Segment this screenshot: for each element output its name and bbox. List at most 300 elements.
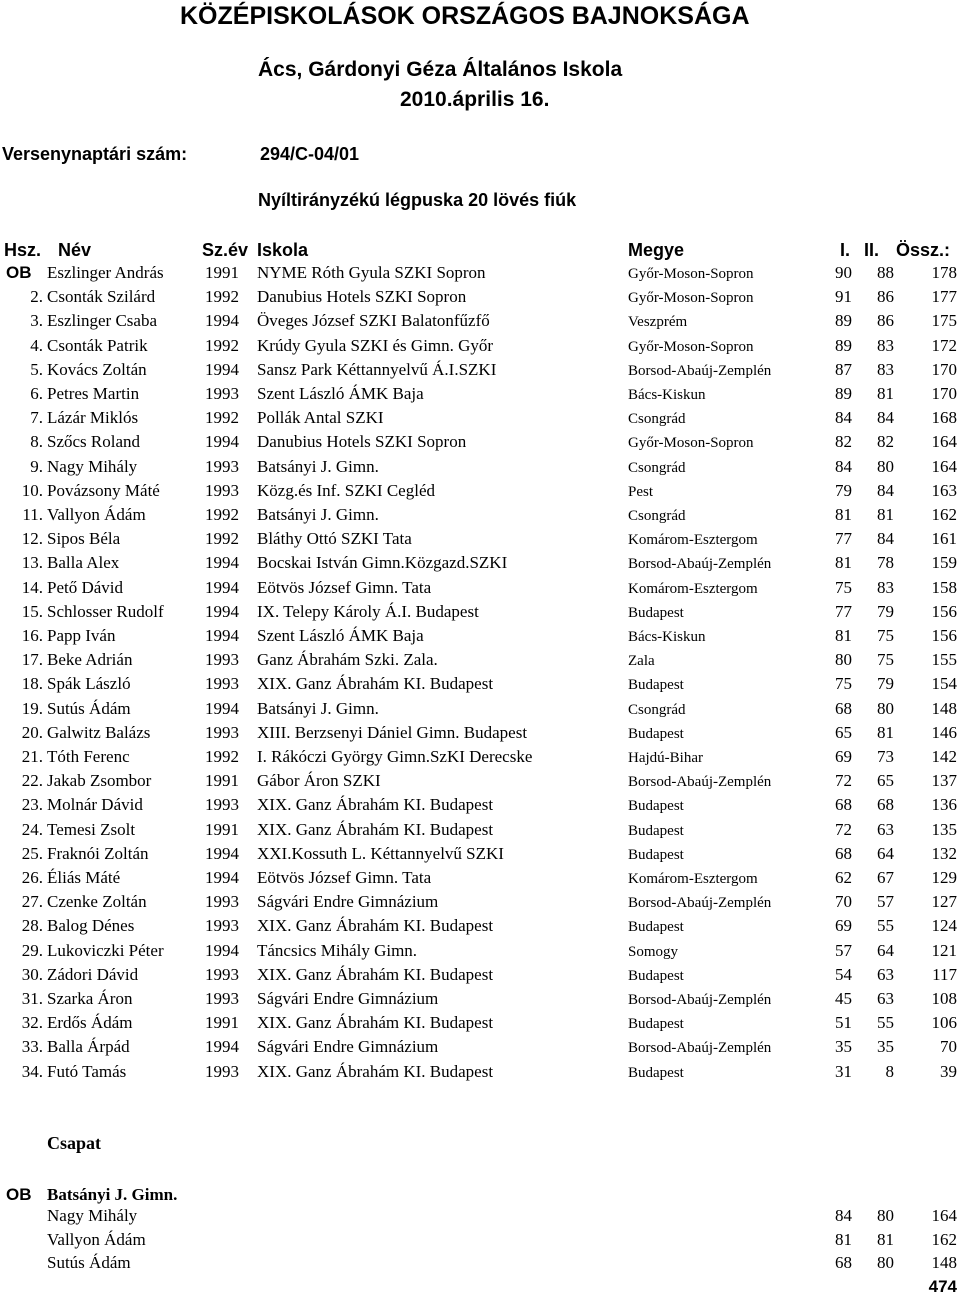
row-position: 13. bbox=[21, 553, 43, 573]
row-total: 162 bbox=[931, 505, 957, 524]
row-total: 117 bbox=[932, 964, 957, 984]
table-row bbox=[0, 384, 960, 408]
row-name: Tóth Ferenc bbox=[47, 747, 130, 766]
row-score-2: 84 bbox=[877, 408, 894, 428]
row-score-2: 83 bbox=[877, 577, 894, 597]
row-total: 135 bbox=[931, 819, 957, 839]
row-birth-year: 1994 bbox=[205, 843, 239, 863]
row-score-2: 79 bbox=[877, 601, 894, 621]
row-county: Borsod-Abaúj-Zemplén bbox=[628, 556, 772, 573]
row-school: Táncsics Mihály Gimn. bbox=[257, 940, 418, 960]
row-score-1: 91 bbox=[835, 287, 852, 307]
row-score-2: 81 bbox=[877, 505, 894, 524]
row-birth-year: 1994 bbox=[205, 359, 239, 379]
row-total: 170 bbox=[931, 359, 957, 379]
team-member-score-2: 81 bbox=[877, 1229, 894, 1249]
row-score-1: 75 bbox=[835, 674, 852, 694]
row-position: 16. bbox=[21, 626, 43, 645]
column-header-name: Név bbox=[58, 240, 92, 260]
row-total: 161 bbox=[931, 529, 957, 549]
row-school: XIII. Berzsenyi Dániel Gimn. Budapest bbox=[257, 722, 528, 742]
row-name: Pető Dávid bbox=[47, 577, 124, 597]
row-county: Budapest bbox=[628, 1064, 684, 1081]
row-county: Somogy bbox=[628, 943, 679, 960]
row-name: Vallyon Ádám bbox=[47, 505, 146, 524]
team-member-total: 148 bbox=[931, 1253, 957, 1272]
calendar-number-label: Versenynaptári szám: bbox=[2, 144, 188, 164]
row-birth-year: 1993 bbox=[205, 674, 239, 694]
row-school: Bláthy Ottó SZKI Tata bbox=[257, 529, 412, 549]
row-score-1: 68 bbox=[835, 795, 852, 815]
table-row bbox=[0, 795, 960, 819]
row-total: 170 bbox=[931, 384, 957, 403]
row-total: 121 bbox=[931, 940, 957, 960]
row-position: 4. bbox=[30, 335, 43, 355]
row-school: Szent László ÁMK Baja bbox=[257, 384, 424, 403]
row-total: 127 bbox=[931, 892, 957, 912]
row-county: Bács-Kiskun bbox=[628, 629, 706, 645]
table-row bbox=[0, 747, 960, 771]
row-school: Gábor Áron SZKI bbox=[257, 771, 381, 791]
row-position: 11. bbox=[22, 505, 43, 524]
row-score-2: 86 bbox=[877, 311, 894, 331]
row-county: Komárom-Esztergom bbox=[628, 871, 758, 887]
table-row bbox=[0, 432, 960, 456]
row-birth-year: 1993 bbox=[205, 916, 239, 936]
row-total: 172 bbox=[931, 335, 957, 355]
row-score-2: 65 bbox=[877, 771, 894, 791]
row-score-2: 82 bbox=[877, 432, 894, 452]
row-school: Bocskai István Gimn.Közgazd.SZKI bbox=[257, 553, 508, 573]
row-county: Borsod-Abaúj-Zemplén bbox=[628, 1040, 772, 1057]
row-position: 2. bbox=[30, 287, 43, 307]
row-total: 177 bbox=[931, 287, 957, 307]
team-member-row bbox=[0, 1253, 960, 1277]
row-position: 19. bbox=[21, 698, 43, 718]
row-school: XIX. Ganz Ábrahám KI. Budapest bbox=[257, 916, 494, 936]
row-score-1: 81 bbox=[835, 553, 852, 573]
row-county: Csongrád bbox=[628, 701, 686, 718]
row-score-1: 62 bbox=[835, 868, 852, 887]
row-position: 31. bbox=[21, 989, 43, 1008]
table-row bbox=[0, 965, 960, 989]
column-header-pos: Hsz. bbox=[4, 240, 42, 260]
team-member-score-1: 81 bbox=[835, 1229, 852, 1249]
table-row bbox=[0, 311, 960, 335]
row-score-1: 79 bbox=[835, 480, 852, 500]
row-birth-year: 1993 bbox=[205, 1061, 239, 1081]
row-birth-year: 1993 bbox=[205, 480, 239, 500]
row-county: Budapest bbox=[628, 725, 684, 742]
row-score-1: 82 bbox=[835, 432, 852, 452]
row-birth-year: 1994 bbox=[205, 577, 239, 597]
row-total: 168 bbox=[931, 408, 957, 428]
row-school: Batsányi J. Gimn. bbox=[257, 698, 379, 718]
row-score-1: 90 bbox=[835, 263, 852, 282]
row-county: Budapest bbox=[628, 919, 684, 936]
table-row bbox=[0, 650, 960, 674]
table-row bbox=[0, 941, 960, 965]
row-school: XIX. Ganz Ábrahám KI. Budapest bbox=[257, 1061, 494, 1081]
row-score-2: 84 bbox=[877, 480, 894, 500]
row-position: 30. bbox=[21, 964, 43, 984]
row-name: Papp Iván bbox=[47, 626, 116, 645]
row-total: 148 bbox=[931, 698, 957, 718]
row-birth-year: 1993 bbox=[205, 989, 239, 1008]
row-score-2: 67 bbox=[877, 868, 894, 887]
row-birth-year: 1994 bbox=[205, 553, 239, 573]
row-school: Ságvári Endre Gimnázium bbox=[257, 892, 439, 912]
team-member-score-2: 80 bbox=[877, 1253, 894, 1272]
row-county: Borsod-Abaúj-Zemplén bbox=[628, 774, 772, 791]
row-county: Veszprém bbox=[628, 314, 688, 331]
row-total: 136 bbox=[931, 795, 957, 815]
row-name: Schlosser Rudolf bbox=[47, 601, 164, 621]
row-birth-year: 1993 bbox=[205, 795, 239, 815]
row-county: Budapest bbox=[628, 604, 684, 621]
row-position: 14. bbox=[21, 577, 43, 597]
row-position: 24. bbox=[21, 819, 43, 839]
row-name: Molnár Dávid bbox=[47, 795, 143, 815]
row-county: Budapest bbox=[628, 822, 684, 839]
row-score-2: 55 bbox=[877, 1013, 894, 1033]
row-name: Kovács Zoltán bbox=[47, 359, 147, 379]
row-position: 7. bbox=[30, 408, 43, 428]
column-header-s1: I. bbox=[840, 240, 851, 260]
row-position: 26. bbox=[21, 868, 43, 887]
table-row bbox=[0, 1013, 960, 1037]
row-score-1: 81 bbox=[835, 626, 852, 645]
row-school: Eötvös József Gimn. Tata bbox=[257, 868, 432, 887]
team-name: Batsányi J. Gimn. bbox=[47, 1185, 178, 1204]
row-position: 21. bbox=[21, 747, 43, 766]
row-county: Borsod-Abaúj-Zemplén bbox=[628, 992, 772, 1008]
row-birth-year: 1993 bbox=[205, 722, 239, 742]
team-member-name: Nagy Mihály bbox=[47, 1206, 138, 1225]
row-school: XIX. Ganz Ábrahám KI. Budapest bbox=[257, 964, 494, 984]
row-birth-year: 1993 bbox=[205, 650, 239, 670]
table-row bbox=[0, 505, 960, 529]
row-birth-year: 1992 bbox=[205, 408, 239, 428]
row-name: Eszlinger András bbox=[47, 263, 164, 282]
row-score-1: 80 bbox=[835, 650, 852, 670]
row-score-1: 65 bbox=[835, 722, 852, 742]
row-total: 108 bbox=[931, 989, 957, 1008]
row-position: 23. bbox=[21, 795, 43, 815]
team-member-row bbox=[0, 1230, 960, 1254]
row-total: 175 bbox=[931, 311, 957, 331]
row-position: 3. bbox=[30, 311, 43, 331]
row-score-1: 72 bbox=[835, 819, 852, 839]
row-name: Eszlinger Csaba bbox=[47, 311, 157, 331]
table-row bbox=[0, 723, 960, 747]
row-total: 156 bbox=[931, 601, 957, 621]
row-total: 70 bbox=[940, 1037, 957, 1057]
row-position: 17. bbox=[21, 650, 43, 670]
row-school: Ganz Ábrahám Szki. Zala. bbox=[257, 650, 438, 670]
team-heading: Csapat bbox=[47, 1133, 102, 1153]
row-score-2: 73 bbox=[877, 747, 894, 766]
row-position: 10. bbox=[21, 480, 43, 500]
row-score-2: 80 bbox=[877, 456, 894, 476]
row-name: Csonták Szilárd bbox=[47, 287, 156, 307]
column-header-county: Megye bbox=[628, 240, 685, 260]
row-county: Csongrád bbox=[628, 459, 686, 476]
row-position: 9. bbox=[30, 456, 43, 476]
row-name: Nagy Mihály bbox=[47, 456, 138, 476]
row-school: XIX. Ganz Ábrahám KI. Budapest bbox=[257, 795, 494, 815]
row-school: Öveges József SZKI Balatonfűzfő bbox=[257, 311, 490, 331]
row-score-2: 83 bbox=[877, 359, 894, 379]
row-county: Komárom-Esztergom bbox=[628, 532, 758, 549]
row-position: 29. bbox=[21, 940, 43, 960]
row-score-2: 55 bbox=[877, 916, 894, 936]
row-position: 5. bbox=[30, 359, 43, 379]
row-total: 163 bbox=[931, 480, 957, 500]
row-position: 15. bbox=[21, 601, 43, 621]
row-score-1: 68 bbox=[835, 698, 852, 718]
row-position: 6. bbox=[30, 384, 43, 403]
team-total: 474 bbox=[928, 1277, 957, 1296]
row-name: Sutús Ádám bbox=[47, 698, 131, 718]
row-score-2: 63 bbox=[877, 819, 894, 839]
table-row bbox=[0, 674, 960, 698]
row-position: 27. bbox=[21, 892, 43, 912]
row-score-2: 57 bbox=[877, 892, 894, 912]
row-birth-year: 1992 bbox=[205, 505, 239, 524]
table-row bbox=[0, 553, 960, 577]
row-score-2: 64 bbox=[877, 940, 894, 960]
row-name: Galwitz Balázs bbox=[47, 722, 151, 742]
column-header-s2: II. bbox=[864, 240, 880, 260]
row-county: Borsod-Abaúj-Zemplén bbox=[628, 895, 772, 912]
table-row bbox=[0, 844, 960, 868]
row-score-2: 75 bbox=[877, 626, 894, 645]
row-birth-year: 1994 bbox=[205, 601, 239, 621]
row-birth-year: 1993 bbox=[205, 964, 239, 984]
table-row bbox=[0, 529, 960, 553]
row-school: Danubius Hotels SZKI Sopron bbox=[257, 432, 467, 452]
row-county: Győr-Moson-Sopron bbox=[628, 266, 754, 282]
row-total: 39 bbox=[940, 1061, 957, 1081]
row-position: 33. bbox=[21, 1037, 43, 1057]
row-total: 132 bbox=[931, 843, 957, 863]
row-total: 155 bbox=[931, 650, 957, 670]
row-name: Beke Adrián bbox=[47, 650, 133, 670]
row-name: Szőcs Roland bbox=[47, 432, 141, 452]
row-birth-year: 1992 bbox=[205, 335, 239, 355]
row-total: 164 bbox=[931, 432, 957, 452]
table-row bbox=[0, 892, 960, 916]
row-score-1: 89 bbox=[835, 335, 852, 355]
row-name: Éliás Máté bbox=[47, 868, 121, 887]
row-total: 159 bbox=[931, 553, 957, 573]
row-score-2: 68 bbox=[877, 795, 894, 815]
column-header-year: Sz.év bbox=[202, 240, 249, 260]
row-name: Lázár Miklós bbox=[47, 408, 139, 428]
table-row bbox=[0, 699, 960, 723]
row-score-1: 57 bbox=[835, 940, 852, 960]
row-birth-year: 1992 bbox=[205, 287, 239, 307]
row-county: Pest bbox=[628, 483, 654, 500]
row-position: 28. bbox=[21, 916, 43, 936]
row-school: IX. Telepy Károly Á.I. Budapest bbox=[257, 601, 479, 621]
row-birth-year: 1994 bbox=[205, 311, 239, 331]
row-score-1: 35 bbox=[835, 1037, 852, 1057]
event-name: Nyíltirányzékú légpuska 20 lövés fiúk bbox=[258, 190, 577, 210]
row-school: Ságvári Endre Gimnázium bbox=[257, 989, 439, 1008]
row-score-2: 83 bbox=[877, 335, 894, 355]
row-name: Spák László bbox=[47, 674, 131, 694]
row-county: Bács-Kiskun bbox=[628, 387, 706, 403]
row-county: Budapest bbox=[628, 677, 684, 694]
row-birth-year: 1994 bbox=[205, 1037, 239, 1057]
table-row bbox=[0, 287, 960, 311]
row-birth-year: 1992 bbox=[205, 747, 239, 766]
table-row bbox=[0, 263, 960, 287]
table-row bbox=[0, 360, 960, 384]
table-row bbox=[0, 408, 960, 432]
row-position: OB bbox=[6, 263, 32, 282]
row-county: Zala bbox=[628, 653, 655, 670]
row-score-1: 89 bbox=[835, 311, 852, 331]
row-score-2: 88 bbox=[877, 263, 894, 282]
row-position: 32. bbox=[21, 1013, 43, 1033]
row-score-2: 78 bbox=[877, 553, 894, 573]
table-row bbox=[0, 1037, 960, 1061]
row-name: Erdős Ádám bbox=[47, 1013, 133, 1033]
table-row bbox=[0, 457, 960, 481]
row-score-2: 75 bbox=[877, 650, 894, 670]
row-score-1: 69 bbox=[835, 747, 852, 766]
row-score-1: 70 bbox=[835, 892, 852, 912]
row-school: Krúdy Gyula SZKI és Gimn. Győr bbox=[257, 335, 494, 355]
row-school: Szent László ÁMK Baja bbox=[257, 626, 424, 645]
team-member-score-1: 84 bbox=[835, 1206, 852, 1225]
row-birth-year: 1991 bbox=[205, 263, 239, 282]
row-score-1: 81 bbox=[835, 505, 852, 524]
row-school: Sansz Park Kéttannyelvű Á.I.SZKI bbox=[257, 359, 497, 379]
row-score-1: 51 bbox=[835, 1013, 852, 1033]
page-title: KÖZÉPISKOLÁSOK ORSZÁGOS BAJNOKSÁGA bbox=[180, 2, 750, 30]
row-score-2: 80 bbox=[877, 698, 894, 718]
row-school: XIX. Ganz Ábrahám KI. Budapest bbox=[257, 674, 494, 694]
row-county: Budapest bbox=[628, 798, 684, 815]
row-position: 12. bbox=[21, 529, 43, 549]
row-score-1: 54 bbox=[835, 964, 852, 984]
team-member-score-1: 68 bbox=[835, 1253, 852, 1272]
row-county: Budapest bbox=[628, 1016, 684, 1033]
row-score-1: 77 bbox=[835, 529, 852, 549]
row-score-1: 45 bbox=[835, 989, 852, 1008]
row-school: Batsányi J. Gimn. bbox=[257, 505, 379, 524]
table-row bbox=[0, 868, 960, 892]
row-total: 164 bbox=[931, 456, 957, 476]
row-score-2: 79 bbox=[877, 674, 894, 694]
row-name: Zádori Dávid bbox=[47, 964, 139, 984]
table-row bbox=[0, 989, 960, 1013]
row-score-1: 31 bbox=[835, 1061, 852, 1081]
row-school: Pollák Antal SZKI bbox=[257, 408, 384, 428]
row-county: Győr-Moson-Sopron bbox=[628, 435, 754, 452]
row-score-2: 35 bbox=[877, 1037, 894, 1057]
row-name: Povázsony Máté bbox=[47, 480, 160, 500]
row-school: NYME Róth Gyula SZKI Sopron bbox=[257, 263, 486, 282]
row-total: 129 bbox=[931, 868, 957, 887]
row-name: Szarka Áron bbox=[47, 989, 133, 1008]
column-header-total: Össz.: bbox=[896, 240, 951, 260]
row-name: Temesi Zsolt bbox=[47, 819, 136, 839]
row-county: Komárom-Esztergom bbox=[628, 580, 758, 597]
table-row bbox=[0, 1062, 960, 1086]
row-position: 8. bbox=[30, 432, 43, 452]
row-total: 158 bbox=[931, 577, 957, 597]
row-name: Balla Árpád bbox=[47, 1037, 130, 1057]
row-county: Budapest bbox=[628, 967, 684, 984]
row-name: Balog Dénes bbox=[47, 916, 135, 936]
row-score-2: 81 bbox=[877, 384, 894, 403]
row-school: I. Rákóczi György Gimn.SzKI Derecske bbox=[257, 747, 533, 766]
row-total: 156 bbox=[931, 626, 957, 645]
row-score-2: 8 bbox=[885, 1061, 894, 1081]
row-county: Budapest bbox=[628, 846, 684, 863]
row-birth-year: 1991 bbox=[205, 1013, 239, 1033]
team-member-row bbox=[0, 1206, 960, 1230]
row-score-1: 69 bbox=[835, 916, 852, 936]
row-total: 137 bbox=[931, 771, 957, 791]
event-date: 2010.április 16. bbox=[400, 88, 550, 111]
row-school: Batsányi J. Gimn. bbox=[257, 456, 379, 476]
row-county: Hajdú-Bihar bbox=[628, 750, 703, 766]
column-header-school: Iskola bbox=[257, 240, 309, 260]
row-score-2: 64 bbox=[877, 843, 894, 863]
row-total: 124 bbox=[931, 916, 957, 936]
team-member-total: 162 bbox=[931, 1229, 957, 1249]
row-name: Petres Martin bbox=[47, 384, 140, 403]
row-position: 20. bbox=[21, 722, 43, 742]
row-position: 22. bbox=[21, 771, 43, 791]
row-total: 146 bbox=[931, 722, 957, 742]
row-score-1: 75 bbox=[835, 577, 852, 597]
row-name: Fraknói Zoltán bbox=[47, 843, 149, 863]
row-birth-year: 1993 bbox=[205, 456, 239, 476]
team-member-total: 164 bbox=[931, 1206, 957, 1225]
row-score-1: 87 bbox=[835, 359, 852, 379]
row-score-2: 63 bbox=[877, 964, 894, 984]
row-birth-year: 1994 bbox=[205, 626, 239, 645]
row-score-1: 68 bbox=[835, 843, 852, 863]
row-county: Borsod-Abaúj-Zemplén bbox=[628, 362, 772, 379]
row-score-1: 89 bbox=[835, 384, 852, 403]
row-birth-year: 1992 bbox=[205, 529, 239, 549]
row-name: Balla Alex bbox=[47, 553, 120, 573]
row-total: 106 bbox=[931, 1013, 957, 1033]
row-score-2: 86 bbox=[877, 287, 894, 307]
row-score-2: 81 bbox=[877, 722, 894, 742]
row-school: Danubius Hotels SZKI Sopron bbox=[257, 287, 467, 307]
team-position: OB bbox=[6, 1185, 32, 1204]
row-score-1: 84 bbox=[835, 456, 852, 476]
table-row bbox=[0, 578, 960, 602]
row-birth-year: 1994 bbox=[205, 868, 239, 887]
row-birth-year: 1991 bbox=[205, 771, 239, 791]
table-row bbox=[0, 626, 960, 650]
row-name: Csonták Patrik bbox=[47, 335, 148, 355]
table-row bbox=[0, 820, 960, 844]
table-row bbox=[0, 336, 960, 360]
row-county: Győr-Moson-Sopron bbox=[628, 290, 754, 307]
table-row bbox=[0, 771, 960, 795]
